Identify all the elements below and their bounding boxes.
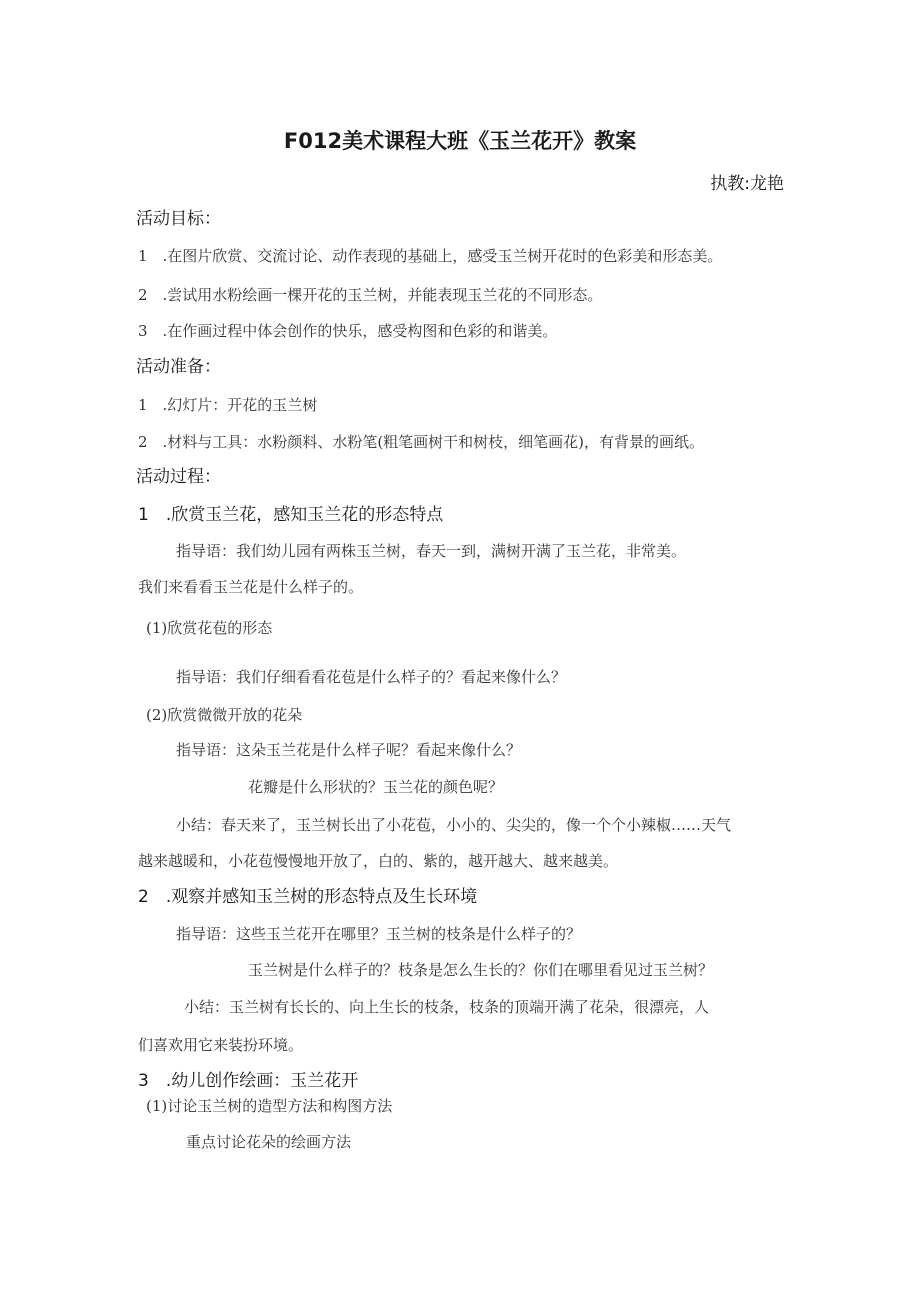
goal-item-2: 2 .尝试用水粉绘画一棵开花的玉兰树，并能表现玉兰花的不同形态。: [138, 286, 603, 304]
teacher-line: 执教:龙艳: [710, 174, 784, 194]
step-3-focus: 重点讨论花朵的绘画方法: [186, 1133, 352, 1151]
step-2-guide-1-cont: 玉兰树是什么样子的？枝条是怎么生长的？你们在哪里看见过玉兰树？: [248, 961, 714, 979]
goal-item-1: 1 .在图片欣赏、交流讨论、动作表现的基础上，感受玉兰树开花时的色彩美和形态美。: [138, 247, 723, 265]
process-heading: 活动过程：: [136, 467, 221, 487]
step-2-title: 2 .观察并感知玉兰树的形态特点及生长环境: [138, 887, 478, 907]
step-3-sub-1: (1)讨论玉兰树的造型方法和构图方法: [146, 1097, 393, 1115]
step-1-guide-1: 指导语：我们幼儿园有两株玉兰树，春天一到，满树开满了玉兰花，非常美。: [176, 542, 687, 560]
prep-heading: 活动准备：: [136, 357, 221, 377]
document-title: F012美术课程大班《玉兰花开》教案: [283, 129, 637, 153]
step-2-summary: 小结：玉兰树有长长的、向上生长的枝条，枝条的顶端开满了花朵，很漂亮，人: [184, 998, 710, 1016]
goal-item-3: 3 .在作画过程中体会创作的快乐，感受构图和色彩的和谐美。: [138, 322, 558, 340]
step-3-title: 3 .幼儿创作绘画：玉兰花开: [138, 1071, 359, 1091]
step-1-guide-2: 指导语：我们仔细看看花苞是什么样子的？看起来像什么？: [176, 668, 567, 686]
step-1-summary: 小结：春天来了，玉兰树长出了小花苞，小小的、尖尖的，像一个个小辣椒……天气: [176, 816, 732, 834]
step-1-guide-3-cont: 花瓣是什么形状的？玉兰花的颜色呢？: [248, 778, 504, 796]
step-1-summary-cont: 越来越暖和，小花苞慢慢地开放了，白的、紫的，越开越大、越来越美。: [138, 852, 619, 870]
step-1-guide-1-cont: 我们来看看玉兰花是什么样子的。: [138, 578, 364, 596]
step-1-guide-3: 指导语：这朵玉兰花是什么样子呢？看起来像什么？: [176, 741, 522, 759]
step-2-guide-1: 指导语：这些玉兰花开在哪里？玉兰树的枝条是什么样子的？: [176, 925, 582, 943]
step-1-sub-2: (2)欣赏微微开放的花朵: [146, 706, 303, 724]
prep-item-1: 1 .幻灯片：开花的玉兰树: [138, 396, 318, 414]
step-2-summary-cont: 们喜欢用它来装扮环境。: [138, 1036, 304, 1054]
step-1-sub-1: (1)欣赏花苞的形态: [146, 619, 273, 637]
prep-item-2: 2 .材料与工具：水粉颜料、水粉笔(粗笔画树干和树枝，细笔画花)，有背景的画纸。: [138, 433, 705, 451]
goals-heading: 活动目标：: [136, 209, 221, 229]
step-1-title: 1 .欣赏玉兰花，感知玉兰花的形态特点: [138, 505, 444, 525]
